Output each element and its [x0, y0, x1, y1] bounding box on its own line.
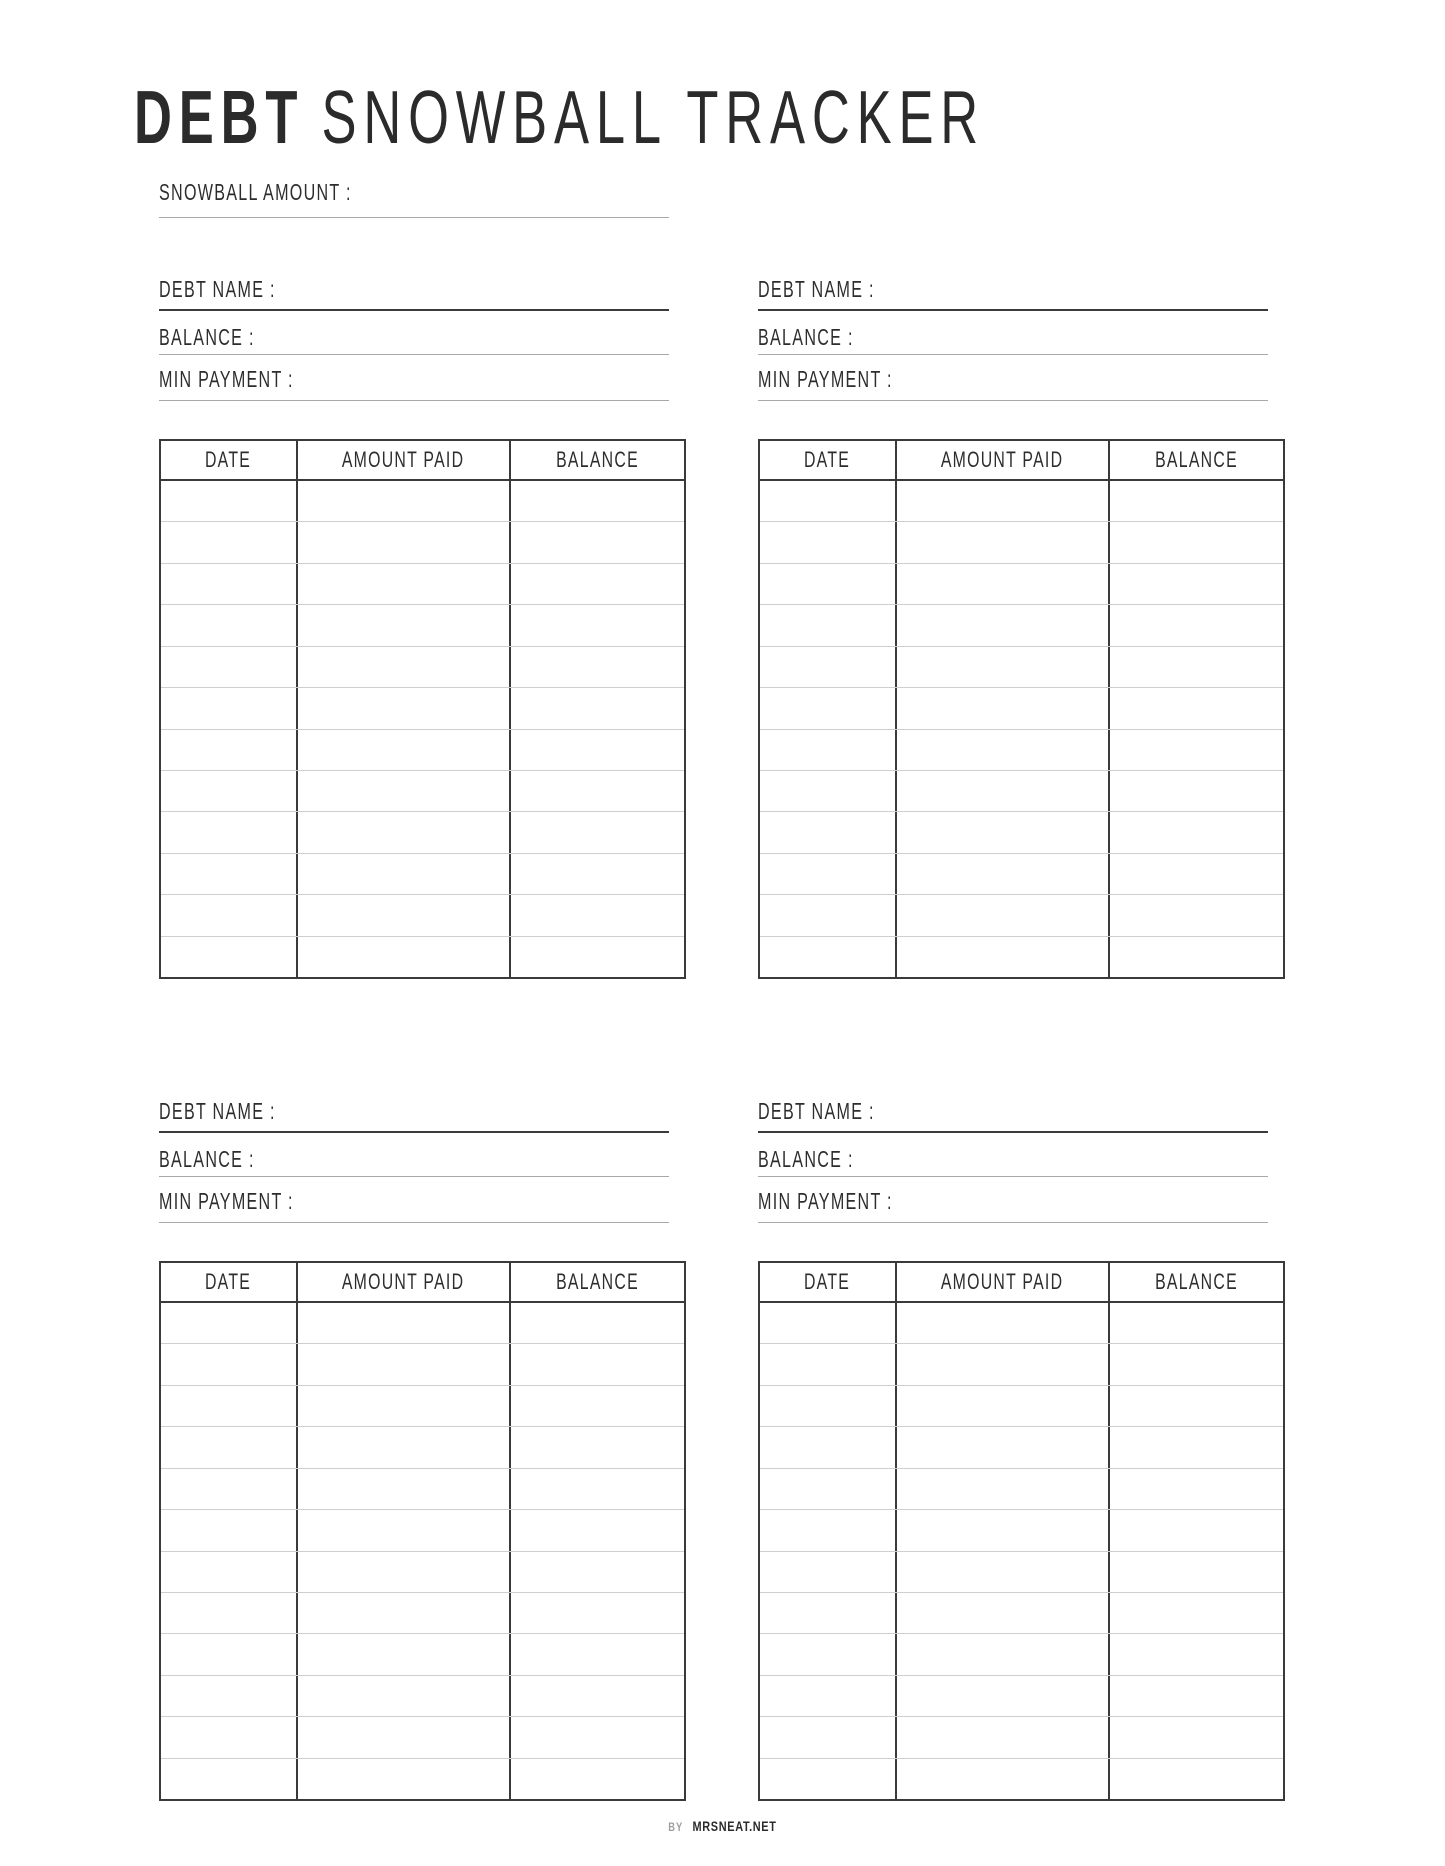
table-cell [298, 1344, 511, 1384]
table-cell [760, 1717, 897, 1757]
table-cell [1110, 1634, 1283, 1674]
column-header-amount-paid-label: AMOUNT PAID [941, 1269, 1064, 1294]
table-cell [1110, 937, 1283, 977]
table-row [161, 937, 684, 977]
table-cell [298, 1427, 511, 1467]
table-row [161, 1717, 684, 1758]
table-header-row [161, 441, 684, 481]
min-payment-label: MIN PAYMENT : [758, 1188, 893, 1214]
table-cell [511, 1469, 684, 1509]
table-cell [1110, 647, 1283, 687]
table-row [760, 895, 1283, 936]
table-cell [161, 1427, 298, 1467]
balance-field [758, 1148, 1268, 1177]
table-cell [511, 812, 684, 852]
column-header-amount-paid [298, 1263, 511, 1301]
table-cell [511, 1759, 684, 1799]
debt-name-value [988, 1100, 1269, 1129]
column-header-amount-paid [298, 441, 511, 479]
balance-label: BALANCE : [159, 1146, 255, 1172]
table-row [161, 1676, 684, 1717]
table-row [760, 1469, 1283, 1510]
column-header-amount-paid-label: AMOUNT PAID [342, 447, 465, 472]
table-cell [760, 1510, 897, 1550]
column-header-balance-label: BALANCE [1155, 447, 1238, 472]
table-cell [161, 771, 298, 811]
payment-table-3 [159, 1261, 686, 1801]
debt-name-label: DEBT NAME : [159, 276, 276, 302]
min-payment-field [159, 368, 669, 401]
min-payment-field [758, 368, 1268, 401]
table-cell [760, 730, 897, 770]
table-cell [298, 605, 511, 645]
table-row [760, 1717, 1283, 1758]
debt-name-label: DEBT NAME : [758, 276, 875, 302]
table-cell [511, 564, 684, 604]
column-header-amount-paid [897, 441, 1110, 479]
table-cell [897, 1469, 1110, 1509]
debt-name-label: DEBT NAME : [758, 1098, 875, 1124]
table-cell [161, 1510, 298, 1550]
table-row [161, 771, 684, 812]
column-header-date-label: DATE [804, 447, 851, 472]
table-row [161, 688, 684, 729]
table-cell [511, 895, 684, 935]
table-cell [897, 812, 1110, 852]
title-word-secondary: SNOWBALL TRACKER [321, 75, 986, 159]
table-cell [511, 854, 684, 894]
table-cell [511, 730, 684, 770]
balance-field [159, 1148, 669, 1177]
min-payment-value [988, 368, 1269, 398]
table-row [161, 605, 684, 646]
table-cell [161, 522, 298, 562]
payment-table-2 [758, 439, 1285, 979]
table-cell [897, 854, 1110, 894]
table-cell [1110, 605, 1283, 645]
table-cell [511, 481, 684, 521]
table-cell [1110, 1552, 1283, 1592]
column-header-balance [511, 1263, 684, 1301]
table-cell [897, 1634, 1110, 1674]
table-row [161, 730, 684, 771]
footer-credit [668, 1818, 776, 1836]
table-cell [298, 688, 511, 728]
table-cell [511, 1427, 684, 1467]
table-cell [161, 937, 298, 977]
debt-section-4 [758, 1100, 1285, 1801]
table-cell [760, 1552, 897, 1592]
min-payment-field [758, 1190, 1268, 1223]
table-cell [161, 647, 298, 687]
table-cell [897, 1386, 1110, 1426]
table-cell [897, 895, 1110, 935]
min-payment-value [389, 1190, 670, 1220]
table-row [760, 1303, 1283, 1344]
table-row [161, 1344, 684, 1385]
table-cell [897, 1593, 1110, 1633]
table-row [161, 1634, 684, 1675]
table-cell [897, 605, 1110, 645]
table-cell [1110, 895, 1283, 935]
table-row [161, 1759, 684, 1799]
table-cell [897, 937, 1110, 977]
table-header-row [760, 1263, 1283, 1303]
table-row [760, 1386, 1283, 1427]
table-cell [760, 1593, 897, 1633]
table-row [760, 481, 1283, 522]
table-cell [760, 812, 897, 852]
table-cell [897, 1759, 1110, 1799]
min-payment-value [988, 1190, 1269, 1220]
debt-section-1 [159, 278, 686, 979]
table-cell [1110, 1386, 1283, 1426]
table-row [760, 688, 1283, 729]
table-cell [1110, 1676, 1283, 1716]
table-cell [511, 1717, 684, 1757]
payment-table-1 [159, 439, 686, 979]
payment-table-4 [758, 1261, 1285, 1801]
table-cell [161, 1386, 298, 1426]
table-cell [511, 1676, 684, 1716]
column-header-date [161, 1263, 298, 1301]
table-cell [760, 937, 897, 977]
footer [0, 1818, 1445, 1836]
table-cell [1110, 730, 1283, 770]
table-cell [760, 605, 897, 645]
table-row [161, 1510, 684, 1551]
table-cell [298, 1386, 511, 1426]
column-header-date [760, 1263, 897, 1301]
debt-name-label: DEBT NAME : [159, 1098, 276, 1124]
balance-field [159, 326, 669, 355]
table-cell [897, 730, 1110, 770]
table-cell [511, 1593, 684, 1633]
table-cell [1110, 1303, 1283, 1343]
table-row [760, 1593, 1283, 1634]
min-payment-field [159, 1190, 669, 1223]
table-cell [161, 854, 298, 894]
table-cell [1110, 1759, 1283, 1799]
table-cell [1110, 1344, 1283, 1384]
column-header-amount-paid [897, 1263, 1110, 1301]
table-cell [161, 812, 298, 852]
table-cell [897, 771, 1110, 811]
table-cell [161, 895, 298, 935]
table-row [161, 812, 684, 853]
table-row [161, 481, 684, 522]
table-cell [161, 1552, 298, 1592]
table-row [760, 730, 1283, 771]
min-payment-label: MIN PAYMENT : [159, 366, 294, 392]
table-cell [1110, 812, 1283, 852]
table-cell [161, 564, 298, 604]
table-cell [298, 771, 511, 811]
table-row [760, 1510, 1283, 1551]
table-cell [511, 1386, 684, 1426]
column-header-date-label: DATE [804, 1269, 851, 1294]
table-row [161, 895, 684, 936]
table-cell [897, 1676, 1110, 1716]
debt-section-3 [159, 1100, 686, 1801]
table-row [760, 1634, 1283, 1675]
table-row [760, 1344, 1283, 1385]
table-cell [760, 854, 897, 894]
table-cell [511, 1510, 684, 1550]
table-cell [298, 1593, 511, 1633]
snowball-amount-value [389, 181, 670, 215]
table-cell [161, 730, 298, 770]
table-cell [161, 1634, 298, 1674]
table-cell [1110, 1593, 1283, 1633]
column-header-amount-paid-label: AMOUNT PAID [941, 447, 1064, 472]
column-header-balance-label: BALANCE [556, 447, 639, 472]
table-row [161, 564, 684, 605]
table-cell [1110, 522, 1283, 562]
table-body [760, 1303, 1283, 1799]
table-cell [511, 937, 684, 977]
table-cell [161, 688, 298, 728]
table-cell [298, 730, 511, 770]
table-cell [1110, 1717, 1283, 1757]
table-cell [511, 1303, 684, 1343]
balance-value [389, 1148, 670, 1174]
debt-name-field [159, 1100, 669, 1133]
table-cell [298, 895, 511, 935]
table-row [161, 1303, 684, 1344]
table-row [161, 1552, 684, 1593]
table-cell [161, 1593, 298, 1633]
table-cell [298, 937, 511, 977]
table-row [760, 937, 1283, 977]
table-cell [760, 1386, 897, 1426]
table-cell [897, 688, 1110, 728]
table-body [161, 1303, 684, 1799]
table-row [161, 854, 684, 895]
table-cell [298, 481, 511, 521]
table-row [760, 1676, 1283, 1717]
footer-site-label: MRSNEAT.NET [692, 1818, 777, 1834]
table-cell [511, 522, 684, 562]
column-header-date [161, 441, 298, 479]
table-cell [161, 1344, 298, 1384]
title-word-primary: DEBT [134, 75, 305, 159]
table-row [760, 1427, 1283, 1468]
table-cell [1110, 564, 1283, 604]
debt-name-value [988, 278, 1269, 307]
table-row [161, 522, 684, 563]
table-cell [511, 1634, 684, 1674]
table-cell [298, 812, 511, 852]
table-cell [161, 1469, 298, 1509]
table-cell [897, 564, 1110, 604]
table-row [760, 1552, 1283, 1593]
column-header-balance [1110, 441, 1283, 479]
table-row [760, 1759, 1283, 1799]
column-header-date-label: DATE [205, 1269, 252, 1294]
table-row [760, 771, 1283, 812]
table-cell [760, 522, 897, 562]
table-row [760, 522, 1283, 563]
table-cell [760, 1469, 897, 1509]
balance-label: BALANCE : [758, 1146, 854, 1172]
debt-name-field [758, 1100, 1268, 1133]
table-cell [760, 771, 897, 811]
table-cell [760, 688, 897, 728]
table-cell [760, 1344, 897, 1384]
min-payment-value [389, 368, 670, 398]
debt-section-2 [758, 278, 1285, 979]
table-cell [897, 1510, 1110, 1550]
debt-name-value [389, 1100, 670, 1129]
footer-by-label: BY [668, 1820, 684, 1834]
table-cell [298, 522, 511, 562]
table-row [161, 1593, 684, 1634]
table-row [760, 605, 1283, 646]
table-row [760, 647, 1283, 688]
table-cell [298, 1717, 511, 1757]
table-cell [298, 1634, 511, 1674]
table-row [161, 1469, 684, 1510]
table-cell [161, 1303, 298, 1343]
table-cell [760, 1759, 897, 1799]
table-cell [897, 1344, 1110, 1384]
table-cell [298, 1469, 511, 1509]
table-cell [760, 647, 897, 687]
page-title [134, 75, 986, 159]
debt-name-field [758, 278, 1268, 311]
table-row [161, 1427, 684, 1468]
table-cell [298, 564, 511, 604]
table-cell [511, 605, 684, 645]
balance-value [988, 1148, 1269, 1174]
balance-value [389, 326, 670, 352]
debt-name-value [389, 278, 670, 307]
table-cell [1110, 1427, 1283, 1467]
table-cell [298, 1510, 511, 1550]
table-cell [897, 1717, 1110, 1757]
table-cell [760, 1634, 897, 1674]
table-cell [161, 481, 298, 521]
column-header-balance-label: BALANCE [1155, 1269, 1238, 1294]
table-cell [760, 1427, 897, 1467]
debt-name-field [159, 278, 669, 311]
table-body [161, 481, 684, 977]
table-cell [298, 1303, 511, 1343]
column-header-balance [511, 441, 684, 479]
snowball-amount-label: SNOWBALL AMOUNT : [159, 179, 352, 205]
min-payment-label: MIN PAYMENT : [159, 1188, 294, 1214]
table-cell [760, 1303, 897, 1343]
table-cell [897, 647, 1110, 687]
table-cell [1110, 854, 1283, 894]
table-row [760, 812, 1283, 853]
table-row [161, 647, 684, 688]
table-cell [897, 1427, 1110, 1467]
table-cell [1110, 481, 1283, 521]
table-cell [161, 1676, 298, 1716]
balance-value [988, 326, 1269, 352]
table-cell [298, 647, 511, 687]
table-cell [760, 481, 897, 521]
table-body [760, 481, 1283, 977]
table-cell [511, 688, 684, 728]
table-cell [897, 522, 1110, 562]
table-cell [511, 647, 684, 687]
table-cell [760, 895, 897, 935]
table-row [760, 854, 1283, 895]
table-row [760, 564, 1283, 605]
column-header-date [760, 441, 897, 479]
table-cell [161, 1759, 298, 1799]
balance-field [758, 326, 1268, 355]
balance-label: BALANCE : [758, 324, 854, 350]
table-cell [897, 1552, 1110, 1592]
min-payment-label: MIN PAYMENT : [758, 366, 893, 392]
table-cell [1110, 1469, 1283, 1509]
table-cell [511, 1344, 684, 1384]
snowball-amount-field [159, 181, 669, 218]
table-cell [511, 1552, 684, 1592]
table-cell [511, 771, 684, 811]
table-cell [298, 854, 511, 894]
table-cell [298, 1552, 511, 1592]
table-cell [1110, 1510, 1283, 1550]
table-cell [897, 1303, 1110, 1343]
table-cell [161, 1717, 298, 1757]
column-header-amount-paid-label: AMOUNT PAID [342, 1269, 465, 1294]
table-header-row [760, 441, 1283, 481]
column-header-balance-label: BALANCE [556, 1269, 639, 1294]
table-cell [897, 481, 1110, 521]
table-cell [1110, 688, 1283, 728]
table-row [161, 1386, 684, 1427]
table-cell [161, 605, 298, 645]
table-cell [760, 1676, 897, 1716]
balance-label: BALANCE : [159, 324, 255, 350]
table-cell [1110, 771, 1283, 811]
table-cell [298, 1676, 511, 1716]
table-cell [298, 1759, 511, 1799]
table-header-row [161, 1263, 684, 1303]
table-cell [760, 564, 897, 604]
column-header-date-label: DATE [205, 447, 252, 472]
column-header-balance [1110, 1263, 1283, 1301]
